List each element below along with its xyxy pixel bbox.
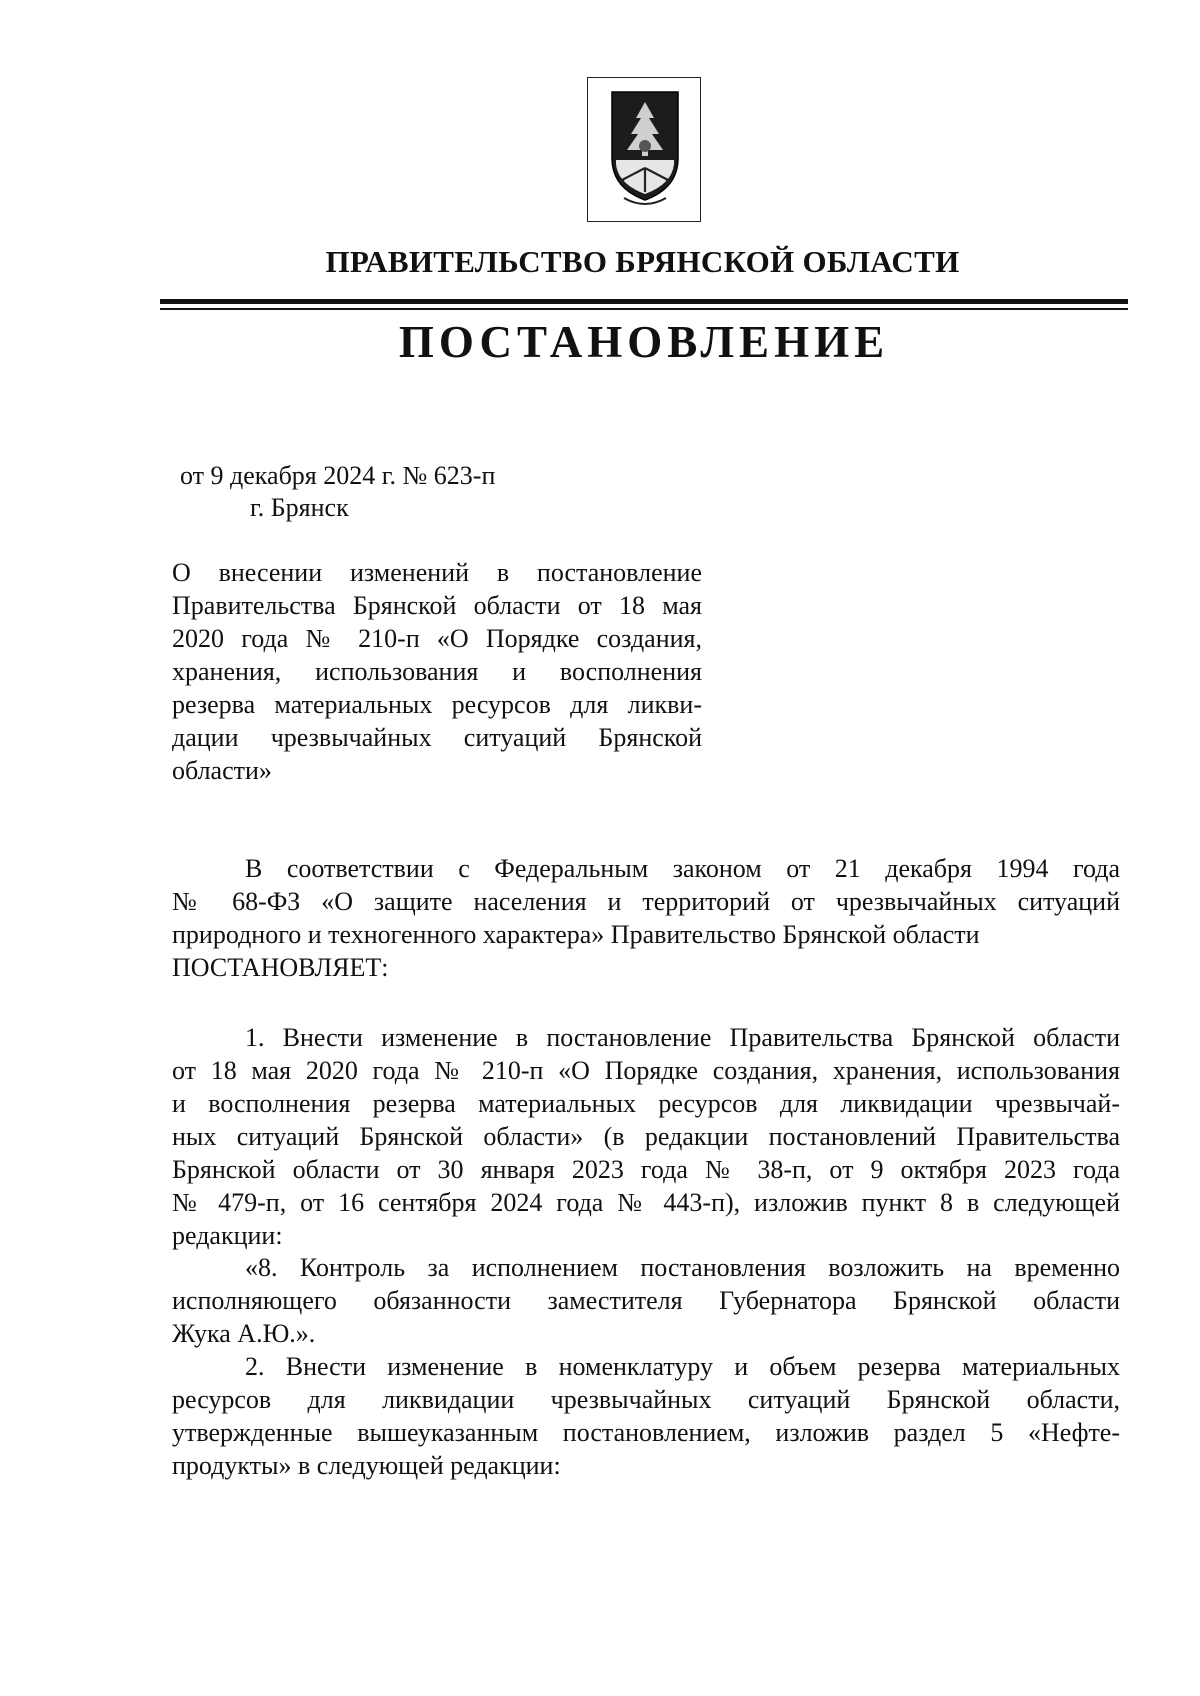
- document-type-title: ПОСТАНОВЛЕНИЕ: [398, 317, 890, 367]
- subject-line: О внесении изменений в постановление: [172, 558, 702, 587]
- document-subject: [172, 556, 702, 787]
- paragraph-line: ных ситуаций Брянской области» (в редакции постановлений Правительства: [172, 1122, 1120, 1151]
- subject-line: Правительства Брянской области от 18 мая: [172, 591, 702, 620]
- organization-name: ПРАВИТЕЛЬСТВО БРЯНСКОЙ ОБЛАСТИ: [325, 244, 960, 279]
- paragraph-line: В соответствии с Федеральным законом от 21 декабря 1994 года: [245, 854, 1120, 883]
- subject-line: хранения, использования и восполнения: [172, 657, 702, 686]
- subject-line: дации чрезвычайных ситуаций Брянской: [172, 723, 702, 752]
- paragraph-line: утвержденные вышеуказанным постановлением, изложив раздел 5 «Нефте-: [172, 1418, 1120, 1447]
- paragraph-line: от 18 мая 2020 года № 210-п «О Порядке создания, хранения, использования: [172, 1056, 1120, 1085]
- paragraph-line: Брянской области от 30 января 2023 года № 38-п, от 9 октября 2023 года: [172, 1155, 1120, 1184]
- document-date-number: от 9 декабря 2024 г. № 623-п: [180, 461, 496, 490]
- item-1-paragraph: [172, 1021, 1120, 1252]
- paragraph-line: 2. Внести изменение в номенклатуру и объем резерва материальных: [245, 1352, 1120, 1381]
- paragraph-line: ПОСТАНОВЛЯЕТ:: [172, 953, 389, 982]
- subject-line: области»: [172, 756, 272, 785]
- paragraph-line: 1. Внести изменение в постановление Правительства Брянской области: [245, 1023, 1120, 1052]
- paragraph-line: редакции:: [172, 1221, 283, 1250]
- coat-of-arms-icon: [606, 88, 684, 212]
- paragraph-line: № 68-ФЗ «О защите населения и территорий от чрезвычайных ситуаций: [172, 887, 1120, 916]
- paragraph-line: природного и техногенного характера» Правительство Брянской области: [172, 920, 980, 949]
- document-city: г. Брянск: [250, 493, 349, 522]
- paragraph-line: и восполнения резерва материальных ресурсов для ликвидации чрезвычай-: [172, 1089, 1120, 1118]
- paragraph-line: Жука А.Ю.».: [172, 1319, 316, 1348]
- subject-line: 2020 года № 210-п «О Порядке создания,: [172, 624, 702, 653]
- paragraph-line: продукты» в следующей редакции:: [172, 1451, 561, 1480]
- item-2-paragraph: [172, 1350, 1120, 1482]
- item-1-quote-paragraph: [172, 1251, 1120, 1350]
- paragraph-line: ресурсов для ликвидации чрезвычайных ситуаций Брянской области,: [172, 1385, 1120, 1414]
- coat-of-arms-frame: [587, 77, 701, 222]
- paragraph-line: «8. Контроль за исполнением постановления возложить на временно: [245, 1253, 1120, 1282]
- header-rule-thick: [160, 299, 1128, 304]
- paragraph-line: № 479-п, от 16 сентября 2024 года № 443-п), изложив пункт 8 в следующей: [172, 1188, 1120, 1217]
- header-rule-thin: [160, 308, 1128, 310]
- subject-line: резерва материальных ресурсов для ликви-: [172, 690, 702, 719]
- paragraph-line: исполняющего обязанности заместителя Губернатора Брянской области: [172, 1286, 1120, 1315]
- preamble-paragraph: [172, 852, 1120, 984]
